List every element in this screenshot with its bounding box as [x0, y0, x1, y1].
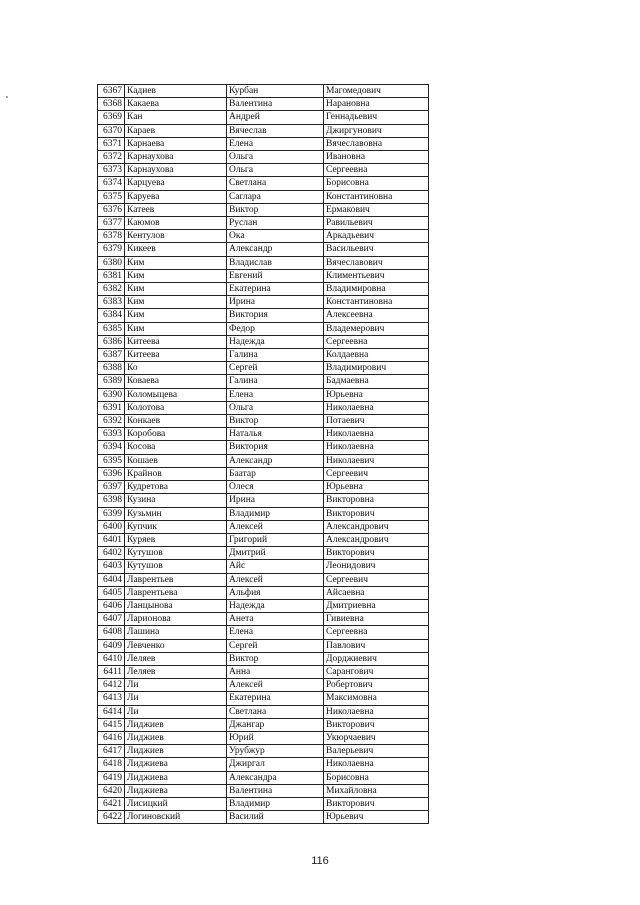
surname-cell: Ким: [125, 283, 227, 296]
table-row: [98, 322, 429, 335]
patronymic-cell: Ивановна: [324, 151, 429, 164]
row-number: 6372: [98, 151, 125, 164]
row-number: 6375: [98, 190, 125, 203]
table-row: [98, 388, 429, 401]
table-row: [98, 481, 429, 494]
table-row: [98, 771, 429, 784]
patronymic-cell: Викторович: [324, 507, 429, 520]
row-number: 6405: [98, 586, 125, 599]
patronymic-cell: Геннадьевич: [324, 111, 429, 124]
surname-cell: Косова: [125, 441, 227, 454]
first-name-cell: Баатар: [227, 467, 324, 480]
first-name-cell: Виктория: [227, 309, 324, 322]
row-number: 6416: [98, 731, 125, 744]
patronymic-cell: Сергеевна: [324, 335, 429, 348]
scan-speck: [6, 96, 8, 98]
table-row: [98, 731, 429, 744]
surname-cell: Колотова: [125, 401, 227, 414]
patronymic-cell: Викторович: [324, 547, 429, 560]
row-number: 6371: [98, 137, 125, 150]
row-number: 6399: [98, 507, 125, 520]
table-row: [98, 203, 429, 216]
table-row: [98, 626, 429, 639]
first-name-cell: Галина: [227, 375, 324, 388]
first-name-cell: Евгений: [227, 269, 324, 282]
first-name-cell: Елена: [227, 626, 324, 639]
table-row: [98, 784, 429, 797]
table-row: [98, 190, 429, 203]
table-row: [98, 454, 429, 467]
table-row: [98, 441, 429, 454]
first-name-cell: Владимир: [227, 507, 324, 520]
table-row: [98, 665, 429, 678]
first-name-cell: Вячеслав: [227, 124, 324, 137]
surname-cell: Леляев: [125, 665, 227, 678]
first-name-cell: Олеся: [227, 481, 324, 494]
table-row: [98, 573, 429, 586]
table-row: [98, 679, 429, 692]
first-name-cell: Григорий: [227, 533, 324, 546]
table-row: [98, 375, 429, 388]
table-row: [98, 296, 429, 309]
table-row: [98, 349, 429, 362]
surname-cell: Лисицкий: [125, 797, 227, 810]
table-row: [98, 745, 429, 758]
patronymic-cell: Михайловна: [324, 784, 429, 797]
patronymic-cell: Сарангович: [324, 665, 429, 678]
patronymic-cell: Робертович: [324, 679, 429, 692]
table-row: [98, 256, 429, 269]
surname-cell: Лиджиева: [125, 771, 227, 784]
patronymic-cell: Сергеевна: [324, 626, 429, 639]
surname-cell: Карнаева: [125, 137, 227, 150]
row-number: 6391: [98, 401, 125, 414]
patronymic-cell: Вячеславовна: [324, 137, 429, 150]
surname-cell: Лиджиева: [125, 758, 227, 771]
patronymic-cell: Александрович: [324, 533, 429, 546]
table-row: [98, 98, 429, 111]
surname-cell: Кан: [125, 111, 227, 124]
first-name-cell: Руслан: [227, 217, 324, 230]
surname-cell: Каруева: [125, 190, 227, 203]
table-row: [98, 586, 429, 599]
first-name-cell: Светлана: [227, 705, 324, 718]
row-number: 6398: [98, 494, 125, 507]
first-name-cell: Ирина: [227, 494, 324, 507]
row-number: 6373: [98, 164, 125, 177]
roster-table: [97, 84, 429, 824]
first-name-cell: Надежда: [227, 335, 324, 348]
surname-cell: Каюмов: [125, 217, 227, 230]
row-number: 6401: [98, 533, 125, 546]
surname-cell: Ланцынова: [125, 599, 227, 612]
surname-cell: Кутушов: [125, 547, 227, 560]
patronymic-cell: Климентьевич: [324, 269, 429, 282]
row-number: 6382: [98, 283, 125, 296]
row-number: 6376: [98, 203, 125, 216]
surname-cell: Ко: [125, 362, 227, 375]
patronymic-cell: Алексеевна: [324, 309, 429, 322]
patronymic-cell: Бадмаевна: [324, 375, 429, 388]
table-row: [98, 415, 429, 428]
first-name-cell: Александр: [227, 243, 324, 256]
row-number: 6395: [98, 454, 125, 467]
patronymic-cell: Владемерович: [324, 322, 429, 335]
patronymic-cell: Гивиевна: [324, 613, 429, 626]
surname-cell: Ли: [125, 679, 227, 692]
surname-cell: Ким: [125, 322, 227, 335]
row-number: 6420: [98, 784, 125, 797]
page-number: 116: [311, 855, 329, 867]
patronymic-cell: Джиргунович: [324, 124, 429, 137]
surname-cell: Левченко: [125, 639, 227, 652]
patronymic-cell: Леонидович: [324, 560, 429, 573]
row-number: 6403: [98, 560, 125, 573]
first-name-cell: Александра: [227, 771, 324, 784]
row-number: 6389: [98, 375, 125, 388]
patronymic-cell: Колдаевна: [324, 349, 429, 362]
row-number: 6418: [98, 758, 125, 771]
table-row: [98, 230, 429, 243]
first-name-cell: Светлана: [227, 177, 324, 190]
table-row: [98, 507, 429, 520]
first-name-cell: Урубжур: [227, 745, 324, 758]
row-number: 6392: [98, 415, 125, 428]
roster-table-body: [98, 85, 429, 824]
surname-cell: Куряев: [125, 533, 227, 546]
first-name-cell: Анета: [227, 613, 324, 626]
patronymic-cell: Потаевич: [324, 415, 429, 428]
table-row: [98, 362, 429, 375]
surname-cell: Карнаухова: [125, 164, 227, 177]
first-name-cell: Галина: [227, 349, 324, 362]
first-name-cell: Курбан: [227, 85, 324, 98]
first-name-cell: Анна: [227, 665, 324, 678]
row-number: 6369: [98, 111, 125, 124]
row-number: 6374: [98, 177, 125, 190]
surname-cell: Ким: [125, 296, 227, 309]
first-name-cell: Елена: [227, 388, 324, 401]
patronymic-cell: Борисовна: [324, 177, 429, 190]
first-name-cell: Саглара: [227, 190, 324, 203]
table-row: [98, 797, 429, 810]
first-name-cell: Екатерина: [227, 692, 324, 705]
patronymic-cell: Магомедович: [324, 85, 429, 98]
table-row: [98, 599, 429, 612]
patronymic-cell: Константиновна: [324, 190, 429, 203]
row-number: 6393: [98, 428, 125, 441]
patronymic-cell: Павлович: [324, 639, 429, 652]
row-number: 6394: [98, 441, 125, 454]
first-name-cell: Алексей: [227, 520, 324, 533]
patronymic-cell: Владимировна: [324, 283, 429, 296]
table-row: [98, 85, 429, 98]
row-number: 6396: [98, 467, 125, 480]
table-row: [98, 758, 429, 771]
table-row: [98, 811, 429, 824]
table-row: [98, 613, 429, 626]
table-row: [98, 137, 429, 150]
first-name-cell: Дмитрий: [227, 547, 324, 560]
patronymic-cell: Викторович: [324, 718, 429, 731]
surname-cell: Коваева: [125, 375, 227, 388]
first-name-cell: Ольга: [227, 401, 324, 414]
first-name-cell: Василий: [227, 811, 324, 824]
first-name-cell: Александр: [227, 454, 324, 467]
row-number: 6402: [98, 547, 125, 560]
table-row: [98, 124, 429, 137]
first-name-cell: Виктор: [227, 652, 324, 665]
surname-cell: Катеев: [125, 203, 227, 216]
patronymic-cell: Дорджиевич: [324, 652, 429, 665]
row-number: 6377: [98, 217, 125, 230]
surname-cell: Лашина: [125, 626, 227, 639]
first-name-cell: Андрей: [227, 111, 324, 124]
patronymic-cell: Сергеевич: [324, 467, 429, 480]
patronymic-cell: Максимовна: [324, 692, 429, 705]
table-row: [98, 705, 429, 718]
table-row: [98, 639, 429, 652]
patronymic-cell: Викторович: [324, 797, 429, 810]
patronymic-cell: Нарановна: [324, 98, 429, 111]
patronymic-cell: Борисовна: [324, 771, 429, 784]
patronymic-cell: Дмитриевна: [324, 599, 429, 612]
first-name-cell: Елена: [227, 137, 324, 150]
surname-cell: Кузина: [125, 494, 227, 507]
row-number: 6387: [98, 349, 125, 362]
row-number: 6411: [98, 665, 125, 678]
first-name-cell: Алексей: [227, 573, 324, 586]
table-row: [98, 309, 429, 322]
table-row: [98, 520, 429, 533]
row-number: 6386: [98, 335, 125, 348]
table-row: [98, 428, 429, 441]
surname-cell: Леляев: [125, 652, 227, 665]
row-number: 6404: [98, 573, 125, 586]
table-row: [98, 652, 429, 665]
patronymic-cell: Ермакович: [324, 203, 429, 216]
surname-cell: Кошаев: [125, 454, 227, 467]
row-number: 6419: [98, 771, 125, 784]
first-name-cell: Виктор: [227, 203, 324, 216]
row-number: 6383: [98, 296, 125, 309]
surname-cell: Ли: [125, 705, 227, 718]
first-name-cell: Ольга: [227, 164, 324, 177]
patronymic-cell: Николаевич: [324, 454, 429, 467]
first-name-cell: Валентина: [227, 98, 324, 111]
surname-cell: Ли: [125, 692, 227, 705]
first-name-cell: Виктор: [227, 415, 324, 428]
surname-cell: Кузьмин: [125, 507, 227, 520]
row-number: 6410: [98, 652, 125, 665]
surname-cell: Кутушов: [125, 560, 227, 573]
surname-cell: Кикеев: [125, 243, 227, 256]
table-row: [98, 283, 429, 296]
surname-cell: Лиджиева: [125, 784, 227, 797]
surname-cell: Лиджиев: [125, 745, 227, 758]
patronymic-cell: Юрьевна: [324, 481, 429, 494]
patronymic-cell: Юрьевна: [324, 388, 429, 401]
first-name-cell: Виктория: [227, 441, 324, 454]
patronymic-cell: Александрович: [324, 520, 429, 533]
patronymic-cell: Укюрчаевич: [324, 731, 429, 744]
first-name-cell: Надежда: [227, 599, 324, 612]
row-number: 6397: [98, 481, 125, 494]
surname-cell: Лаврентьева: [125, 586, 227, 599]
patronymic-cell: Николаевна: [324, 758, 429, 771]
first-name-cell: Наталья: [227, 428, 324, 441]
patronymic-cell: Аркадьевич: [324, 230, 429, 243]
row-number: 6413: [98, 692, 125, 705]
first-name-cell: Валентина: [227, 784, 324, 797]
patronymic-cell: Николаевна: [324, 705, 429, 718]
table-row: [98, 692, 429, 705]
table-row: [98, 243, 429, 256]
table-row: [98, 177, 429, 190]
first-name-cell: Сергей: [227, 639, 324, 652]
first-name-cell: Ирина: [227, 296, 324, 309]
patronymic-cell: Владимирович: [324, 362, 429, 375]
patronymic-cell: Васильевич: [324, 243, 429, 256]
row-number: 6378: [98, 230, 125, 243]
table-row: [98, 151, 429, 164]
table-row: [98, 718, 429, 731]
patronymic-cell: Равильевич: [324, 217, 429, 230]
row-number: 6385: [98, 322, 125, 335]
row-number: 6409: [98, 639, 125, 652]
table-row: [98, 494, 429, 507]
first-name-cell: Айс: [227, 560, 324, 573]
first-name-cell: Владимир: [227, 797, 324, 810]
table-row: [98, 547, 429, 560]
table-row: [98, 533, 429, 546]
first-name-cell: Альфия: [227, 586, 324, 599]
row-number: 6379: [98, 243, 125, 256]
patronymic-cell: Айсаевна: [324, 586, 429, 599]
surname-cell: Китеева: [125, 349, 227, 362]
patronymic-cell: Константиновна: [324, 296, 429, 309]
row-number: 6381: [98, 269, 125, 282]
surname-cell: Ларионова: [125, 613, 227, 626]
patronymic-cell: Сергеевич: [324, 573, 429, 586]
row-number: 6406: [98, 599, 125, 612]
row-number: 6367: [98, 85, 125, 98]
surname-cell: Конкаев: [125, 415, 227, 428]
surname-cell: Лиджиев: [125, 718, 227, 731]
row-number: 6422: [98, 811, 125, 824]
surname-cell: Ким: [125, 309, 227, 322]
surname-cell: Карцуева: [125, 177, 227, 190]
patronymic-cell: Викторовна: [324, 494, 429, 507]
first-name-cell: Джиргал: [227, 758, 324, 771]
surname-cell: Коробова: [125, 428, 227, 441]
surname-cell: Купчик: [125, 520, 227, 533]
surname-cell: Кадиев: [125, 85, 227, 98]
first-name-cell: Джангар: [227, 718, 324, 731]
row-number: 6368: [98, 98, 125, 111]
first-name-cell: Ольга: [227, 151, 324, 164]
surname-cell: Караев: [125, 124, 227, 137]
surname-cell: Какаева: [125, 98, 227, 111]
surname-cell: Логиновский: [125, 811, 227, 824]
row-number: 6407: [98, 613, 125, 626]
first-name-cell: Екатерина: [227, 283, 324, 296]
surname-cell: Лаврентьев: [125, 573, 227, 586]
row-number: 6400: [98, 520, 125, 533]
surname-cell: Коломыцева: [125, 388, 227, 401]
row-number: 6414: [98, 705, 125, 718]
table-row: [98, 401, 429, 414]
first-name-cell: Алексей: [227, 679, 324, 692]
first-name-cell: Юрий: [227, 731, 324, 744]
table-row: [98, 217, 429, 230]
patronymic-cell: Валерьевич: [324, 745, 429, 758]
first-name-cell: Федор: [227, 322, 324, 335]
row-number: 6388: [98, 362, 125, 375]
row-number: 6380: [98, 256, 125, 269]
patronymic-cell: Николаевна: [324, 428, 429, 441]
surname-cell: Китеева: [125, 335, 227, 348]
first-name-cell: Сергей: [227, 362, 324, 375]
row-number: 6417: [98, 745, 125, 758]
surname-cell: Ким: [125, 269, 227, 282]
surname-cell: Кудретова: [125, 481, 227, 494]
surname-cell: Крайнов: [125, 467, 227, 480]
patronymic-cell: Николаевна: [324, 401, 429, 414]
row-number: 6370: [98, 124, 125, 137]
table-row: [98, 164, 429, 177]
surname-cell: Карнаухова: [125, 151, 227, 164]
patronymic-cell: Юрьевич: [324, 811, 429, 824]
row-number: 6408: [98, 626, 125, 639]
patronymic-cell: Вячеславович: [324, 256, 429, 269]
table-row: [98, 560, 429, 573]
row-number: 6384: [98, 309, 125, 322]
patronymic-cell: Николаевна: [324, 441, 429, 454]
patronymic-cell: Сергеевна: [324, 164, 429, 177]
surname-cell: Кентулов: [125, 230, 227, 243]
row-number: 6415: [98, 718, 125, 731]
first-name-cell: Ока: [227, 230, 324, 243]
surname-cell: Ким: [125, 256, 227, 269]
row-number: 6421: [98, 797, 125, 810]
table-row: [98, 467, 429, 480]
row-number: 6390: [98, 388, 125, 401]
row-number: 6412: [98, 679, 125, 692]
table-row: [98, 335, 429, 348]
table-row: [98, 269, 429, 282]
table-row: [98, 111, 429, 124]
surname-cell: Лиджиев: [125, 731, 227, 744]
first-name-cell: Владислав: [227, 256, 324, 269]
